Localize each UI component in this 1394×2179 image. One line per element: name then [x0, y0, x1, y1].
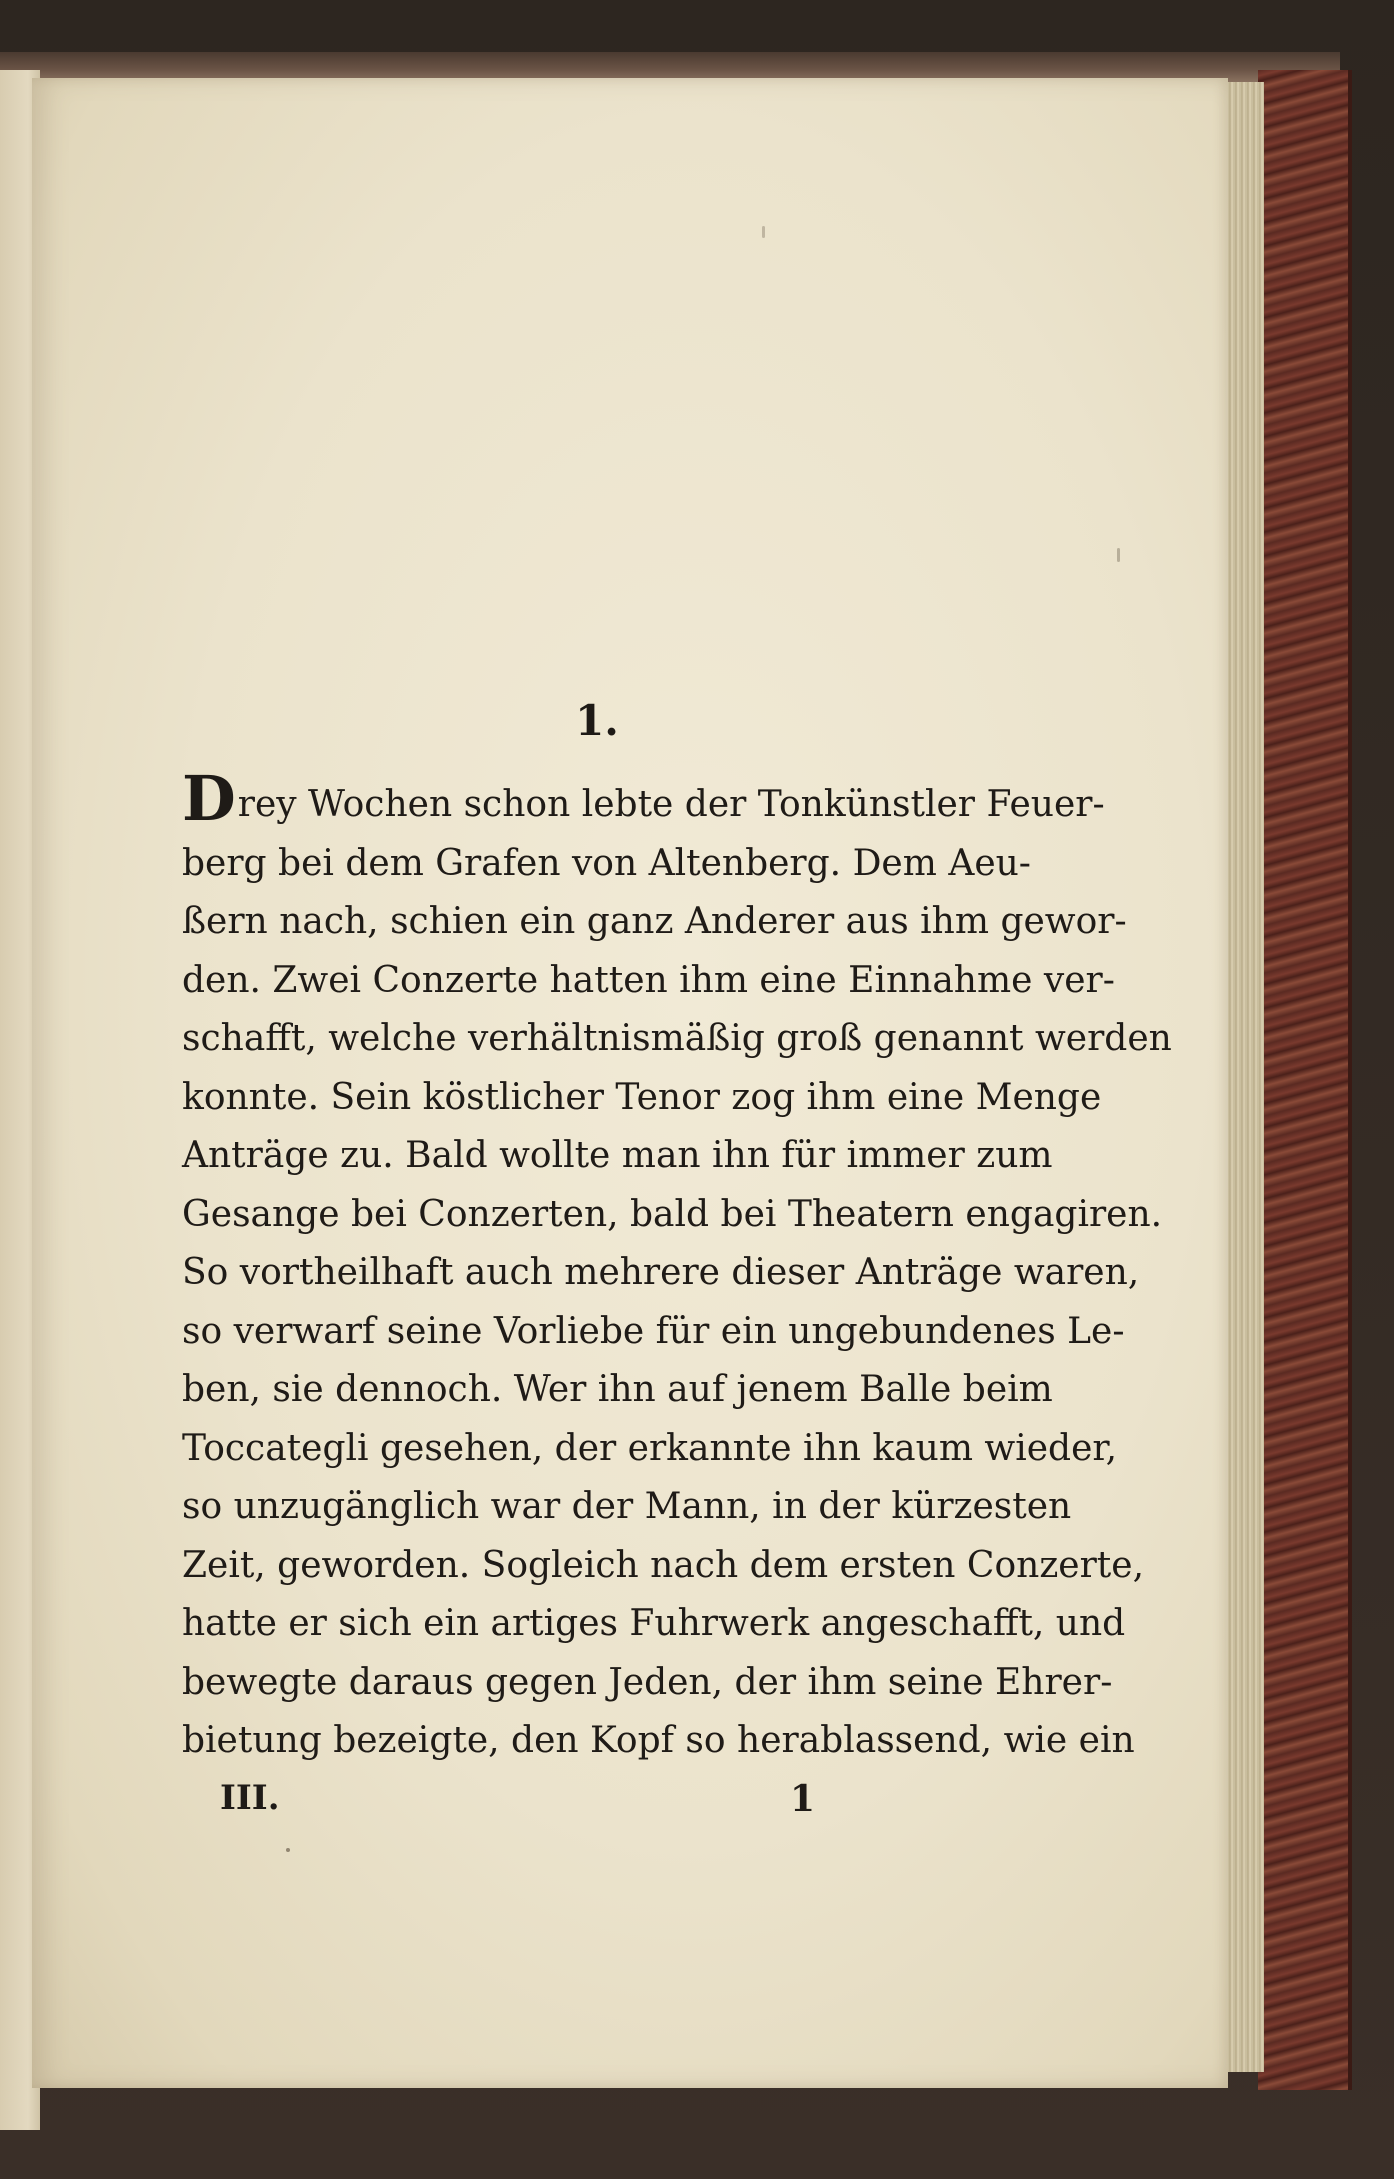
chapter-number: 1. [575, 696, 619, 745]
text-line: bewegte daraus gegen Jeden, der ihm seine Ehrer- [182, 1661, 1113, 1703]
paper-speck [286, 1848, 290, 1852]
text-line: berg bei dem Grafen von Altenberg. Dem Aeu- [182, 842, 1031, 884]
text-line: konnte. Sein köstlicher Tenor zog ihm eine Menge [182, 1076, 1102, 1118]
book-page [32, 78, 1228, 2088]
text-line: hatte er sich ein artiges Fuhrwerk angeschafft, und [182, 1603, 1126, 1644]
paper-speck [762, 226, 765, 238]
paper-speck [1117, 548, 1120, 562]
text-line: so unzugänglich war der Mann, in der kürzesten [182, 1486, 1072, 1527]
sheet-number: 1 [790, 1778, 816, 1820]
text-line: schafft, welche verhältnismäßig groß genannt werden [182, 1018, 1172, 1059]
text-line: Drey Wochen schon lebte der Tonkünstler Feuer- [182, 762, 1105, 835]
text-line: Zeit, geworden. Sogleich nach dem ersten Conzerte, [182, 1544, 1145, 1586]
signature-mark: III. [220, 1778, 280, 1818]
text-line: Gesange bei Conzerten, bald bei Theatern engagiren. [182, 1193, 1163, 1235]
text-line: So vortheilhaft auch mehrere dieser Anträge waren, [182, 1252, 1140, 1293]
drop-initial: D [182, 762, 236, 835]
text-line: bietung bezeigte, den Kopf so herablassend, wie ein [182, 1720, 1135, 1761]
body-text [182, 762, 1172, 1771]
text-line: so verwarf seine Vorliebe für ein ungebundenes Le- [182, 1310, 1125, 1352]
text-line: ßern nach, schien ein ganz Anderer aus ihm gewor- [182, 901, 1127, 942]
text-line: ben, sie dennoch. Wer ihn auf jenem Balle beim [182, 1369, 1053, 1410]
text-line: den. Zwei Conzerte hatten ihm eine Einnahme ver- [182, 959, 1115, 1001]
text-line: Anträge zu. Bald wollte man ihn für immer zum [182, 1135, 1053, 1176]
text-line: Toccategli gesehen, der erkannte ihn kaum wieder, [182, 1427, 1118, 1469]
marbled-cover [1258, 70, 1352, 2090]
page-block-edges [1222, 82, 1264, 2072]
